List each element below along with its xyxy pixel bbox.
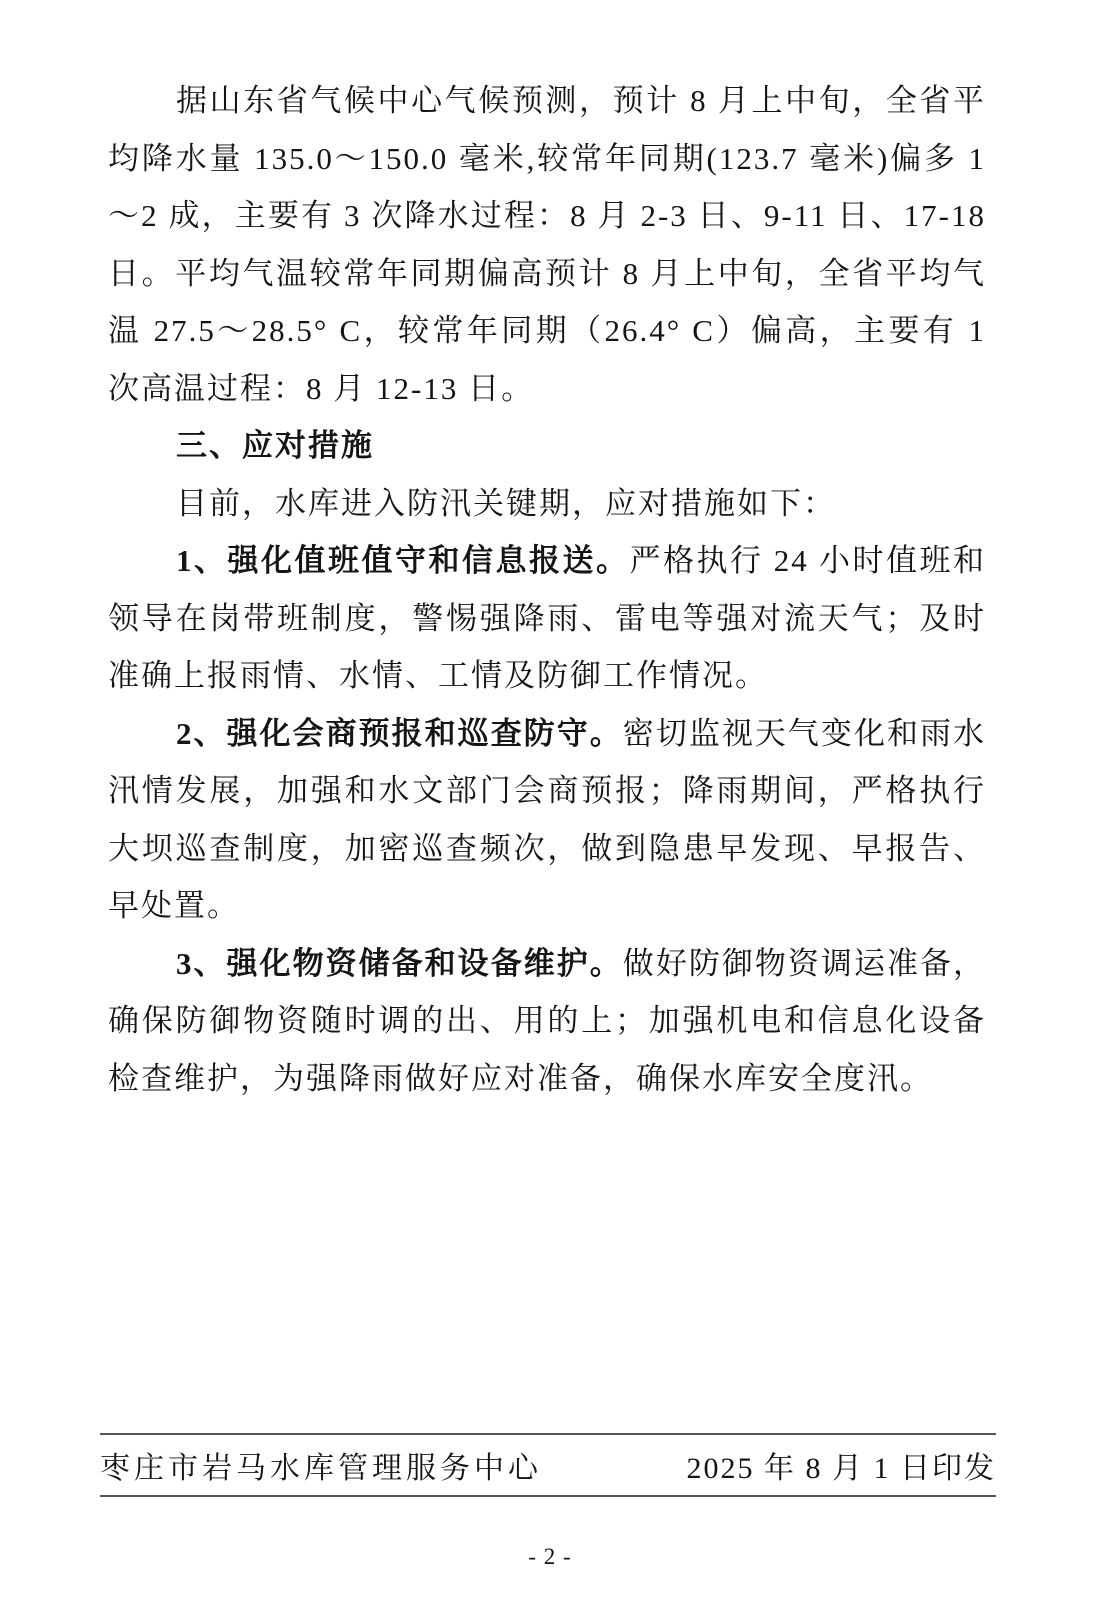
document-body	[108, 72, 986, 1107]
measure-3-text: 做好防御物资调运准备，确保防御物资随时调的出、用的上；加强机电和信息化设备检查维护，为强降雨做好应对准备，确保水库安全度汛。	[108, 945, 987, 1096]
measure-1-lead: 1、强化值班值守和信息报送。	[176, 543, 630, 578]
section-heading-measures: 三、应对措施	[176, 428, 374, 463]
measure-2-text: 密切监视天气变化和雨水汛情发展，加强和水文部门会商预报；降雨期间，严格执行大坝巡查制度，加密巡查频次，做到隐患早发现、早报告、早处置。	[108, 715, 987, 923]
measure-2-lead: 2、强化会商预报和巡查防守。	[176, 715, 623, 751]
footer-row	[100, 1435, 996, 1495]
page-number: - 2 -	[528, 1544, 572, 1569]
measure-3-lead: 3、强化物资储备和设备维护。	[176, 945, 623, 981]
intro-paragraph: 目前，水库进入防汛关键期，应对措施如下：	[176, 485, 836, 521]
measure-1-text: 严格执行 24 小时值班和领导在岗带班制度，警惕强降雨、雷电等强对流天气；及时准确上报雨情、水情、工情及防御工作情况。	[108, 543, 986, 693]
measure-paragraph-1	[108, 532, 986, 705]
footer-issuer-name: 枣庄市岩马水库管理服务中心	[100, 1452, 542, 1485]
footer-bottom-rule	[100, 1495, 996, 1497]
document-footer	[100, 1433, 996, 1497]
forecast-paragraph: 据山东省气候中心气候预测，预计 8 月上中旬，全省平均降水量 135.0～150.0 毫米,较常年同期(123.7 毫米)偏多 1～2 成，主要有 3 次降水过程：8 月 2-3 日、9-11 日、17-18 日。平均气温较常年同期偏高预计 8 月上中旬，全省平均气温 27.5～28.5° C，较常年同期（26.4° C）偏高，主要有 1 次高温过程：8 月 12-13 日。	[108, 83, 986, 406]
measure-paragraph-3	[108, 935, 986, 1108]
footer-print-date: 2025 年 8 月 1 日印发	[686, 1452, 996, 1485]
measure-paragraph-2	[108, 705, 986, 935]
